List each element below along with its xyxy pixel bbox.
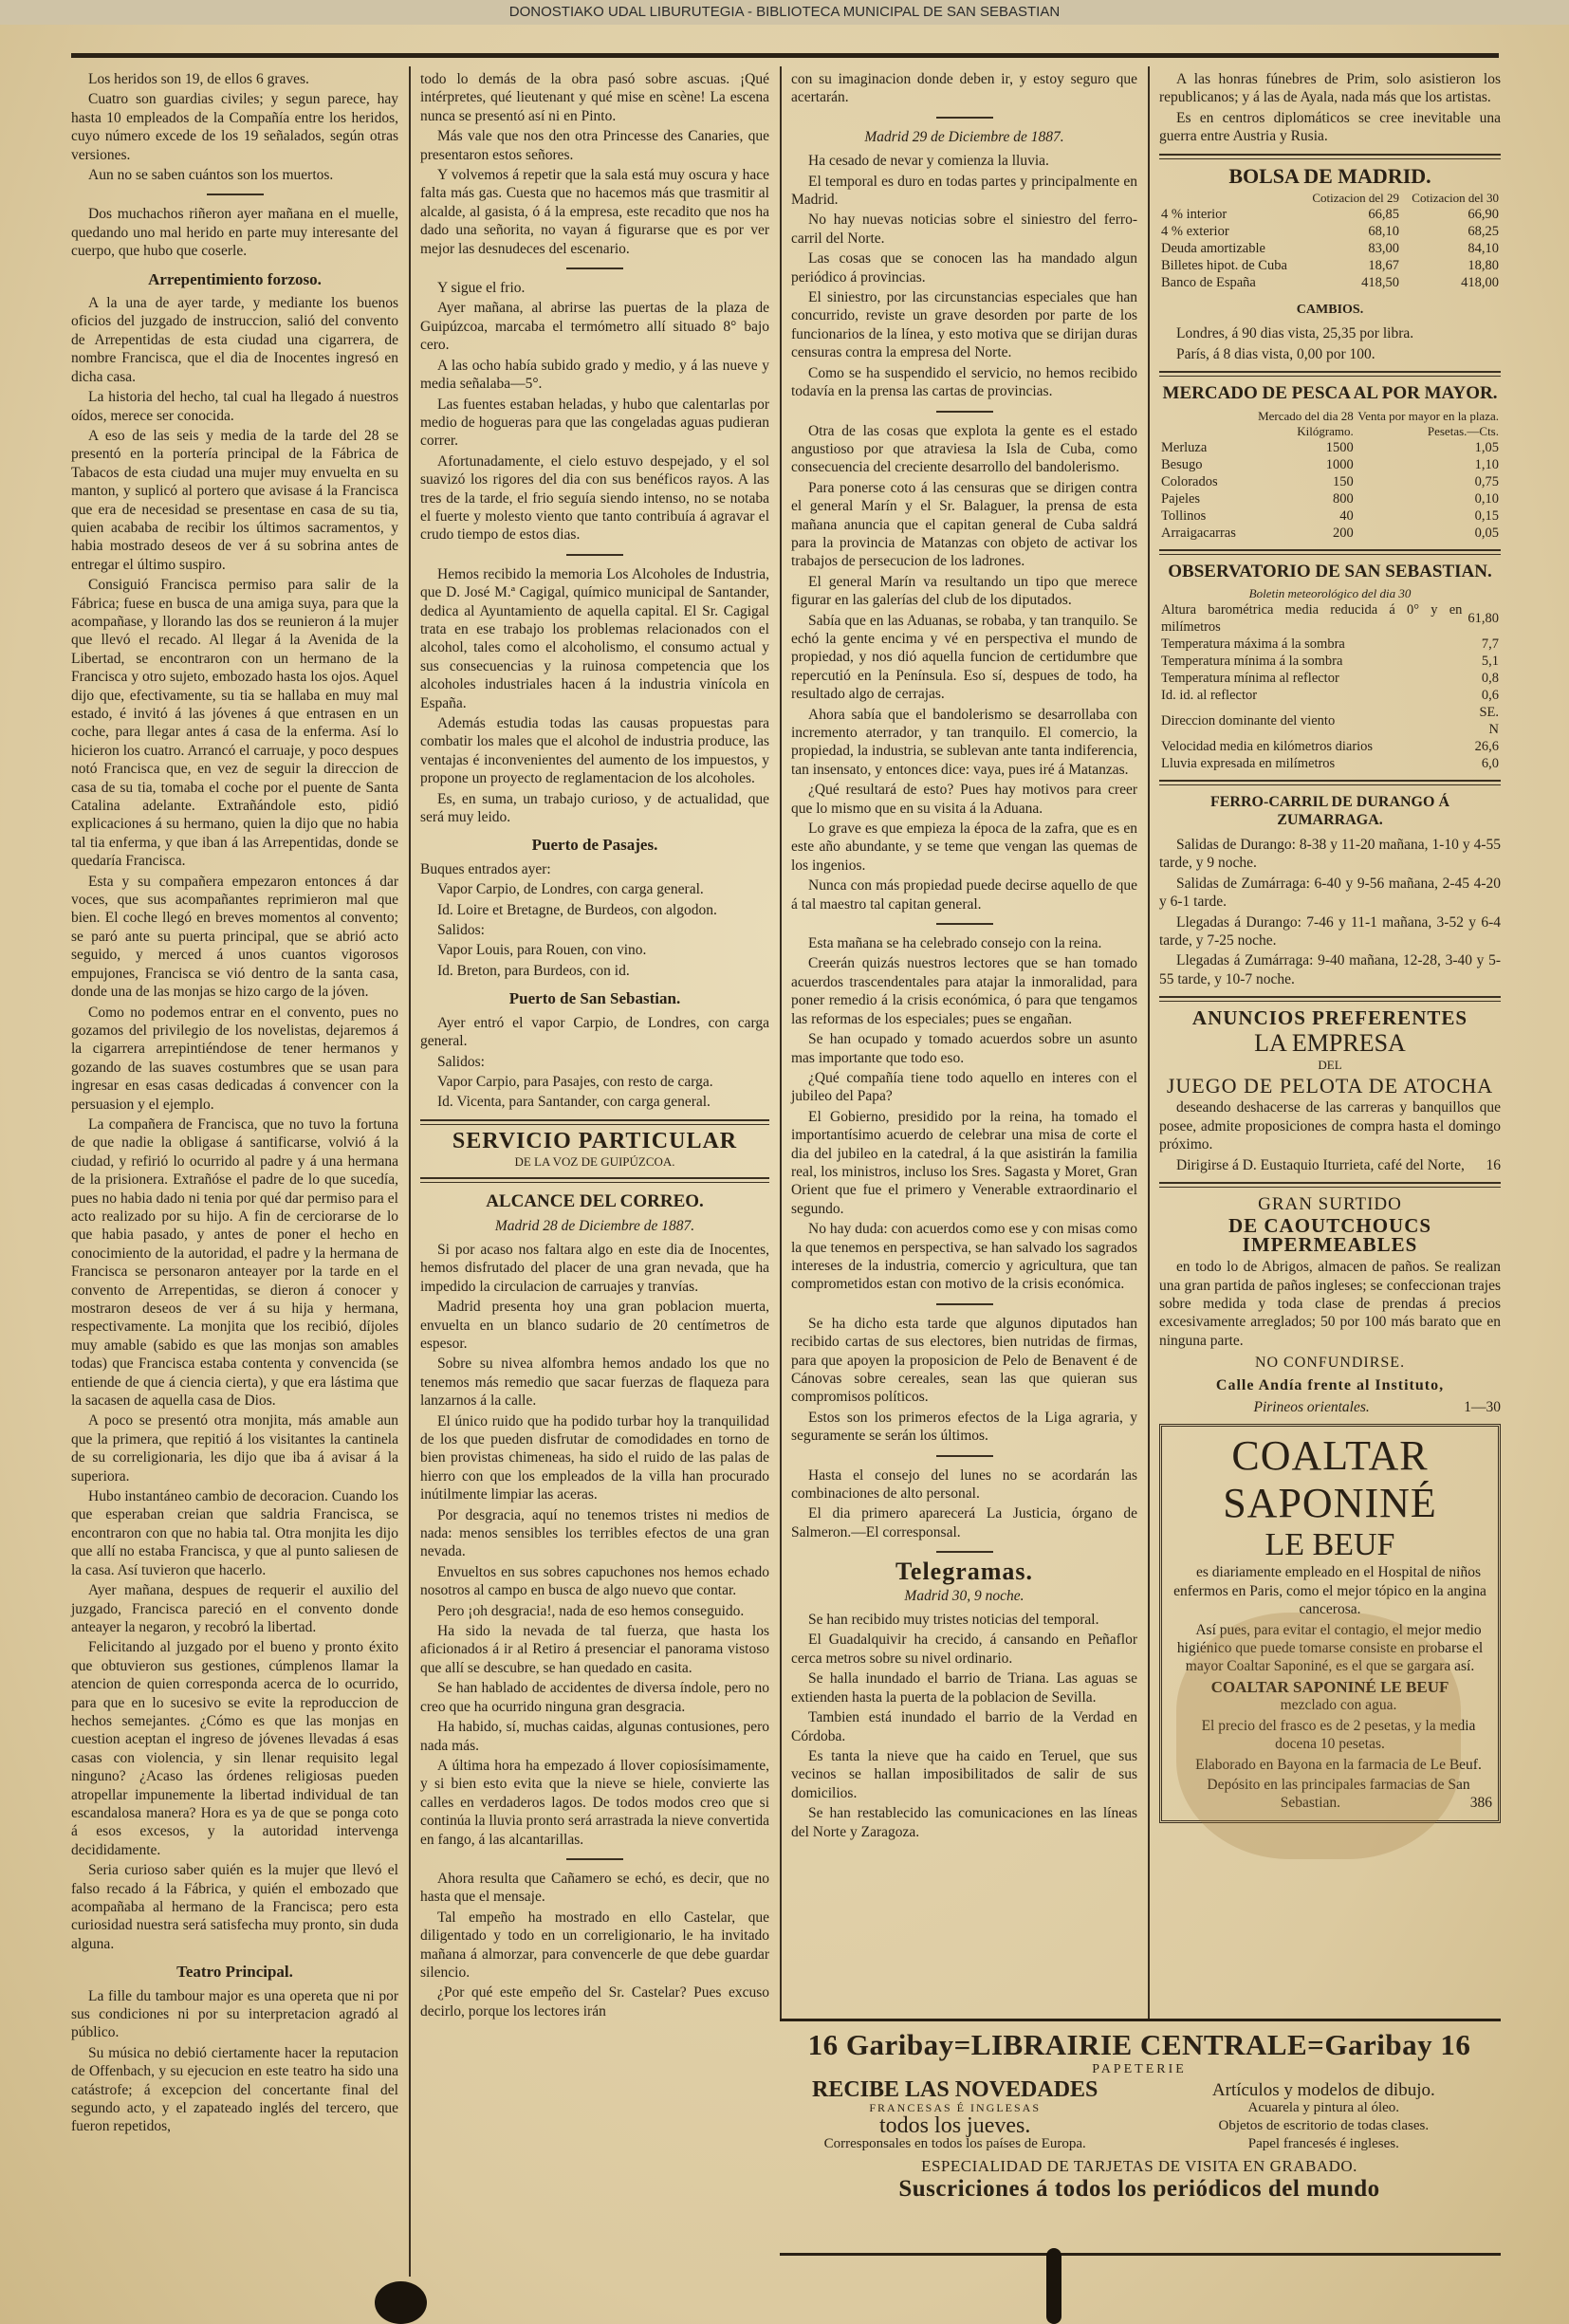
paragraph: Se han restablecido las comunicaciones en las líneas del Norte y Zaragoza. (791, 1805, 1137, 1840)
paragraph: Su música no debió ciertamente hacer la reputacion de Offenbach, y su ejecucion en este teatro ha sido una catástrofe; á excepcion del concertante final del segundo acto, y el zapateado inglés del tercero, que fueron repetidos, (71, 2044, 398, 2135)
paragraph: Sabía que en las Aduanas, se robaba, y tan tranquilo. Se echó la gente encima y vé en perspectiva el mundo de propiedad, y nos dió aquella funcion de certidumbre que repercutió en la Península. Eso sí, despues de todo, ha resultado algo de cerrajas. (791, 612, 1137, 703)
paragraph: Es, en suma, un trabajo curioso, y de actualidad, que será muy leido. (420, 790, 769, 826)
paragraph: A poco se presentó otra monjita, más amable aun que la primera, que repitió á los visitantes la cantinela de su correligionaria, les dijo que iba á avisar á la superiora. (71, 1412, 398, 1485)
double-rule (1159, 1182, 1501, 1188)
separator (936, 1455, 993, 1457)
paragraph: Además estudia todas las causas propuestas para combatir los males que el alcohol de industria produce, las ventajas é inconvenientes del aumento de los impuestos, y propone un proyecto de reglamentacion de los alcoholes. (420, 715, 769, 787)
paragraph: ¿Por qué este empeño del Sr. Castelar? Pues excuso decirlo, porque los lectores irán (420, 1984, 769, 2020)
paragraph: Envueltos en sus sobres capuchones nos hemos echado nosotros al campo en busca de algo nuevo que contar. (420, 1563, 769, 1599)
paragraph: Felicitando al juzgado por el bueno y pronto éxito que obtuvieron sus gestiones, cúmplenos llamar la atencion de quien corresponda acerca de lo ocurrido, para que en lo sucesivo se evite la reproduccion de hechos semejantes. ¿Cómo es que las monjas en cuestion aceptan el ingreso de jóvenes llevadas á esas casas con violencia, y sin llenar requisito legal ninguno? ¿Acaso las órdenes religiosas pueden atropellar impunemente la libertad individual de tan escandalosa manera? Hora es ya de que se ponga coto á esos excesos, y la autoridad intervenga decididamente. (71, 1639, 398, 1858)
row-value: 26,6 (1474, 739, 1499, 755)
paragraph (1159, 1156, 1501, 1174)
row-value: 1,10 (1474, 456, 1499, 472)
ad-text: FRANCESAS É INGLESAS (869, 2101, 1042, 2114)
paragraph: Se han recibido muy tristes noticias del temporal. (808, 1612, 1099, 1629)
ad-text: Depósito en las principales farmacias de San Sebastian. (1207, 1776, 1470, 1812)
paragraph: Como se ha suspendido el servicio, no hemos recibido todavía en la prensa las cartas de provincias. (791, 364, 1137, 400)
paragraph: Esta y su compañera empezaron entonces á dar voces, que sus acompañantes reprimieron mal que bien. El coche llegó en breves momentos al convento; se paró ante su puerta principal, que se abrió acto seguido, y merced á unos cuantos vigorosos empujones, Francisca se vió dentro de la santa casa, donde una de las monjas se hizo cargo de la jóven. (71, 873, 398, 1001)
section-heading: CAMBIOS. (1296, 303, 1364, 318)
row-value: 84,10 (1467, 241, 1499, 257)
row-value: 0,05 (1474, 525, 1499, 541)
paragraph: A eso de las seis y media de la tarde del 28 se presentó en la portería principal de la Fábrica de Tabacos de esta ciudad una mujer muy envuelta en su manton, y suplicó al portero que avisase á la Francisca que era de necesidad se presentase en casa de su tia, quien acababa de recibir los últimos sacramentos, y habia mostrado deseos de ver á su sobrina antes de entregar el último suspiro. (71, 427, 398, 573)
paragraph: París, á 8 dias vista, 0,00 por 100. (1176, 345, 1375, 362)
observatorio-title: OBSERVATORIO DE SAN SEBASTIAN. (1168, 561, 1492, 581)
paragraph: Hubo instantáneo cambio de decoracion. Cuando los que esperaban creian que saldria Francisca, se encontraron con que no habia tal. Otra monjita les dijo que allí no estaba Francisca, y que al punto saliesen de la casa. Así tuvieron que hacerlo. (71, 1488, 398, 1578)
row-value: 6,0 (1481, 756, 1499, 772)
paragraph: Como no podemos entrar en el convento, pues no gozamos del privilegio de los novelistas, dejaremos á la cigarrera arrepintiéndose de tener hermanos y gozando de las suaves costumbres que se usan para ingresar en esas casas dedicadas á convencer con la persuasion y el ejemplo. (71, 1004, 398, 1113)
ad-text: Objetos de escritorio de todas clases. (1218, 2118, 1430, 2133)
paragraph: La compañera de Francisca, que no tuvo la fortuna de que nadie la obligase á santificarse, volvió á la ciudad, y refirió lo ocurrido al padre y á una hermana de la prisionera. Extrañóse el padre de lo que sucedía, pues no habia dado ni tenia por qué dar permiso para el acto realizado por su hijo. A fin de cerciorarse de lo que habia pasado, y antes de poner el hecho en conocimiento de la autoridad, el padre y la hermana de Francisca se personaron anteayer por la tarde en el convento de Arrepentidas, se dieron á conocer y mostraron deseos de ver á su hija y hermana, respectivamente. La monjita que los recibió, díjoles muy amable (sabido es que las monjas son amables todas) que Francisca estaba contenta y convencida (se entiende de que á ciencia cierta), y que era lástima que la sacasen de aquella casa de Dios. (71, 1116, 398, 1410)
row-label: Id. id. al reflector (1161, 688, 1258, 704)
paragraph: Salidas de Zumárraga: 6-40 y 9-56 mañana, 2-45 4-20 y 6-1 tarde. (1159, 875, 1501, 911)
ad-right (1147, 2081, 1501, 2153)
row-value: 7,7 (1481, 636, 1499, 653)
paragraph: No hay nuevas noticias sobre el siniestro del ferro-carril del Norte. (791, 212, 1137, 247)
ad-title: Suscriciones á todos los periódicos del mundo (898, 2176, 1380, 2202)
ad-heading: DEL (1318, 1057, 1342, 1072)
ad-text: Artículos y modelos de dibujo. (1211, 2080, 1435, 2100)
row-label: Temperatura máxima á la sombra (1161, 636, 1345, 653)
paragraph: mezclado con agua. (1280, 1697, 1397, 1714)
paragraph: A las honras fúnebres de Prim, solo asistieron los republicanos; y á las de Ayala, nada más que los artistas. (1159, 71, 1501, 106)
row-label: Temperatura mínima á la sombra (1161, 654, 1343, 670)
paragraph: ¿Qué compañía tiene todo aquello en interes con el jubileo del Papa? (791, 1069, 1137, 1105)
table-row (1159, 206, 1501, 223)
paragraph: ¿Qué resultará de esto? Pues hay motivos para creer que lo mismo que en su visita á la Aduana. (791, 782, 1137, 817)
paragraph: Nunca con más propiedad puede decirse aquello de que á tal maestro tal capitan general. (791, 877, 1137, 913)
ink-mark (1046, 2248, 1061, 2324)
double-rule (1159, 996, 1501, 1002)
row-value: 40 (1339, 507, 1354, 524)
paragraph: Buques entrados ayer: (420, 860, 551, 877)
row-label: Direccion dominante del viento (1161, 713, 1336, 729)
double-rule (1159, 371, 1501, 377)
row-label: 4 % exterior (1161, 224, 1229, 240)
column-header: Cotizacion del 30 (1412, 191, 1499, 206)
row-label: Banco de España (1161, 275, 1256, 291)
paragraph: A última hora ha empezado á llover copiosísimamente, y si bien esto evita que la nieve se hiele, convierte las calles en verdaderos lagos. De todos modos creo que si continúa la lluvia pronto será arrastrada la nieve convertida en fango, á las alcantarillas. (420, 1757, 769, 1848)
paragraph: Salidos: (437, 1053, 485, 1070)
paragraph: El precio del frasco es de 2 pesetas, y la media docena 10 pesetas. (1201, 1717, 1476, 1753)
paper-stain (1176, 1613, 1461, 1859)
service-title: SERVICIO PARTICULAR (452, 1128, 738, 1153)
paragraph: El dia primero aparecerá La Justicia, órgano de Salmeron.—El corresponsal. (791, 1505, 1137, 1540)
paragraph (1159, 1398, 1501, 1416)
ad-number: 1—30 (1464, 1399, 1501, 1416)
ad-text: Acuarela y pintura al óleo. (1247, 2100, 1400, 2115)
observatorio-table (1159, 601, 1501, 772)
paragraph: Estos son los primeros efectos de la Liga agraria, y seguramente se serán los últimos. (791, 1409, 1137, 1445)
table-row (1159, 223, 1501, 240)
row-label: Colorados (1161, 473, 1218, 489)
paragraph: es diariamente empleado en el Hospital de niños enfermos en Paris, como el mejor tópico en la angina cancerosa. (1173, 1564, 1486, 1618)
paragraph: La historia del hecho, tal cual ha llegado á nuestros oídos, merece ser conocida. (71, 389, 398, 424)
paragraph: Tambien está inundado el barrio de la Verdad en Córdoba. (791, 1709, 1137, 1744)
paragraph: Ahora sabía que el bandolerismo se desarrollaba con incremento aterrador, y tan tranquilo. El comercio, la propiedad, la industria, se sublevan ante tanta indiferencia, tan insensato, y entonces dice: vaya, pues iré á Matanzas. (791, 706, 1137, 778)
row-value: 150 (1333, 473, 1354, 489)
row-value: 83,00 (1368, 241, 1400, 257)
paragraph: Vapor Carpio, de Londres, con carga general. (437, 881, 704, 898)
paragraph: Londres, á 90 dias vista, 25,35 por libra. (1176, 325, 1414, 342)
row-label: Pajeles (1161, 490, 1201, 507)
separator (207, 194, 264, 195)
paragraph: Id. Loire et Bretagne, de Burdeos, con algodon. (437, 901, 717, 918)
row-label: Lluvia expresada en milímetros (1161, 756, 1336, 772)
paragraph: Llegadas á Durango: 7-46 y 11-1 mañana, 3-52 y 6-4 tarde, y 7-25 noche. (1159, 913, 1501, 949)
table-row (1159, 490, 1501, 507)
paragraph: A la una de ayer tarde, y mediante los buenos oficios del juzgado de instruccion, salió del convento de Arrepentidas de esta ciudad una cigarrera, de nombre Francisca, que el dia de Inocentes ingresó en dicha casa. (71, 295, 398, 385)
paragraph: Seria curioso saber quién es la mujer que llevó el falso recado á la Fábrica, y quién el embozado que acompañaba al hermano de la Francisca; pero esta curiosidad nuestra será satisfecha muy pronto, sin duda alguna. (71, 1862, 398, 1952)
table-row (1159, 240, 1501, 257)
anuncios-title: ANUNCIOS PREFERENTES (1191, 1006, 1468, 1030)
double-rule (1159, 549, 1501, 555)
row-value: 18,67 (1368, 258, 1400, 274)
ad-heading: JUEGO DE PELOTA DE ATOCHA (1166, 1073, 1494, 1097)
table-header (1159, 191, 1501, 206)
separator (936, 1303, 993, 1305)
table-row (1159, 456, 1501, 473)
paragraph: en todo lo de Abrigos, almacen de paños. Se realizan una gran partida de paños ingleses; se confeccionan trajes sobre medida y toda clase de prendas á precios excesivamente arreglados; 50 por 100 más barato que en ninguna parte. (1159, 1259, 1501, 1349)
row-value: 0,75 (1474, 473, 1499, 489)
paragraph: Ayer mañana, al abrirse las puertas de la plaza de Guipúzcoa, marcaba el termómetro allí situado 8° bajo cero. (420, 300, 769, 354)
paragraph: El siniestro, por las circunstancias especiales que han concurrido, reviste un grave desorden por parte de los funcionarios de la línea, y esto motiva que se dirijan duras censuras contra la empresa del Norte. (791, 289, 1137, 361)
paragraph: Creerán quizás nuestros lectores que se han tomado acuerdos trascendentales para atajar la inmoralidad, para poner remedio á la crisis económica, ó para que tengamos las reformas de los especiales; pues se engañan. (791, 955, 1137, 1027)
table-row (1159, 704, 1501, 738)
paragraph: Se halla inundado el barrio de Triana. Las aguas se extienden hasta la puerta de la poblacion de Sevilla. (791, 1670, 1137, 1706)
ad-columns (778, 2077, 1501, 2153)
section-heading: Puerto de Pasajes. (531, 836, 658, 855)
paragraph: Id. Breton, para Burdeos, con id. (437, 962, 630, 979)
row-label: Velocidad media en kilómetros diarios (1161, 739, 1374, 755)
row-value: 5,1 (1481, 654, 1499, 670)
paragraph: Ha cesado de nevar y comienza la lluvia. (808, 153, 1049, 170)
paragraph: Por desgracia, aquí no tenemos tristes ni medios de nada: menos sensibles los terribles efectos de una gran nevada. (420, 1506, 769, 1560)
ink-blot (375, 2281, 427, 2324)
row-label: Arraigacarras (1161, 525, 1236, 541)
dateline: Madrid 28 de Diciembre de 1887. (494, 1217, 695, 1234)
paragraph: El Guadalquivir ha crecido, á cansando en Peñaflor cerca metros sobre su nivel ordinario. (791, 1632, 1137, 1667)
row-label: Tollinos (1161, 507, 1207, 524)
ad-number: 386 (1469, 1795, 1492, 1812)
paragraph: Más vale que nos den otra Princesse des Canaries, que presentaron estos señores. (420, 128, 769, 163)
ad-text: Corresponsales en todos los países de Europa. (823, 2136, 1086, 2151)
section-heading: Arrepentimiento forzoso. (148, 269, 322, 288)
paragraph: No hay duda: con acuerdos como ese y con misas como la que tenemos en perspectiva, se han salvado los sagrados intereses de la industria, comercio y agricultura, que tan comprometidos estan con motivo de la crisis económica. (791, 1221, 1137, 1293)
paragraph: Ayer entró el vapor Carpio, de Londres, con carga general. (420, 1014, 769, 1050)
row-value: 1000 (1325, 456, 1354, 472)
paragraph: A las ocho había subido grado y medio, y á las nueve y media señalaba—5°. (420, 357, 769, 393)
row-value: SE. N (1479, 705, 1499, 738)
table-row (1159, 755, 1501, 772)
separator (936, 411, 993, 413)
paragraph: Tal empeño ha mostrado en ello Castelar, que diligentado y todo en un correligionario, le ha invitado mañana á almorzar, para convencerle de que debe guardar silencio. (420, 1909, 769, 1981)
bolsa-table (1159, 191, 1501, 291)
table-row (1159, 636, 1501, 653)
paragraph: El único ruido que ha podido turbar hoy la tranquilidad de los que pueden disfrutar de comodidades en torno de bien provistas chimeneas, ha sido el ruido de las palas de hierro con que los empleados de la villa han procurado inútilmente limpiar las aceras. (420, 1412, 769, 1503)
ad-text: Pirineos orientales. (1253, 1399, 1370, 1416)
ad-text: ESPECIALIDAD DE TARJETAS DE VISITA EN GRABADO. (921, 2157, 1357, 2175)
table-row (1159, 257, 1501, 274)
paragraph: Se han hablado de accidentes de diversa índole, pero no creo que ha ocurrido ninguna gran desgracia. (420, 1680, 769, 1715)
row-value: 200 (1333, 525, 1354, 541)
ad-title: LE BEUF (1264, 1527, 1395, 1563)
double-rule (1159, 780, 1501, 785)
paragraph: Consiguió Francisca permiso para salir de la Fábrica; fuese en busca de una amiga suya, para que la acompañase, y llorando las dos se reunieron á la mujer que llevó el recado. Al llegar á la Avenida de la Libertad, se encontraron con un hermano de la Francisca y otro sujeto, embozado hasta los ojos. Aquel dijo que, efectivamente, su tia se hallaba en muy mal estado, é invitó á las jóvenes á que entrasen en un coche, para llegar antes á casa de la enferma. Así lo hicieron los cuatro. Arrancó el carruaje, y poco despues notó Francisca que, en vez de seguir la direccion de casa de su tia, tomaba el coche por el puente de Santa Catalina adelante. Extrañándole esto, pidió explicaciones á su hermano, quien la dijo que no habia tal tia enferma, y que iban á las Arrepentidas, donde se quedaría Francisca. (71, 577, 398, 870)
column-rule (1148, 66, 1150, 2020)
table-row (1159, 738, 1501, 755)
paragraph: Sobre su nivea alfombra hemos andado los que no tenemos más remedio que sacar fuerzas de flaqueza para lanzarnos á la calle. (420, 1356, 769, 1410)
table-row (1159, 473, 1501, 490)
ad-heading: GRAN SURTIDO (1258, 1193, 1402, 1214)
column-rule (780, 66, 782, 2020)
paragraph: Para ponerse coto á las censuras que se dirigen contra el general Marín y el Sr. Balaguer, la prensa de esta mañana anuncia que el capitan general de Cuba saldrá para la provincia de Matanzas con objeto de activar los trabajos de persecucion de los ladrones. (791, 479, 1137, 570)
separator (566, 554, 623, 556)
paragraph: Ayer mañana, despues de requerir el auxilio del juzgado, Francisca pareció en el convento donde anteayer la negaron, y recobró la libertad. (71, 1582, 398, 1635)
paragraph: Los heridos son 19, de ellos 6 graves. (88, 71, 309, 87)
paragraph: Vapor Louis, para Rouen, con vino. (437, 942, 647, 959)
column-3 (791, 70, 1137, 1996)
ad-title: COALTAR SAPONINÉ (1223, 1432, 1437, 1527)
paragraph: Hasta el consejo del lunes no se acordarán las combinaciones de alto personal. (791, 1466, 1137, 1503)
separator (566, 1858, 623, 1860)
row-value: 0,10 (1474, 490, 1499, 507)
column-header: Venta por mayor en la plaza. Pesetas.—Cts. (1357, 408, 1499, 438)
ad-subtitle: PAPETERIE (1092, 2062, 1187, 2076)
row-value: 61,80 (1467, 611, 1499, 627)
ad-heading: DE CAOUTCHOUCS IMPERMEABLES (1228, 1214, 1432, 1256)
paragraph: Ha habido, sí, muchas caidas, algunas contusiones, pero nada más. (420, 1719, 769, 1754)
ad-heading: LA EMPRESA (1254, 1028, 1406, 1057)
paragraph: Aun no se saben cuántos son los muertos. (88, 167, 334, 184)
paragraph: Es en centros diplomáticos se cree inevitable una guerra entre Austria y Rusia. (1159, 109, 1501, 145)
paragraph: todo lo demás de la obra pasó sobre ascuas. ¡Qué intérpretes, qué lieutenant y qué mise en scène! La escena nunca se presentó así ni en Pinto. (420, 71, 769, 124)
paragraph: Y volvemos á repetir que la sala está muy oscura y hace falta más gas. Cuesta que no hacemos más que trasmitir al alcalde, al gasista, ó á la empresa, este recadito que nos ha dado una señorita, no vayan á figurarse que es por ver mejor las desnudeces del escenario. (420, 167, 769, 257)
section-heading: Puerto de San Sebastian. (508, 989, 681, 1008)
paragraph: Salidos: (437, 922, 485, 939)
row-label: Merluza (1161, 439, 1208, 455)
bolsa-title: BOLSA DE MADRID. (1228, 163, 1431, 188)
ad-top-rule (780, 2019, 1501, 2021)
separator (566, 267, 623, 269)
paragraph: deseando deshacerse de las carreras y banquillos que posee, admite proposiciones de compra hasta el domingo próximo. (1159, 1099, 1501, 1153)
paragraph: Esta mañana se ha celebrado consejo con la reina. (808, 935, 1102, 952)
table-header (1159, 409, 1501, 439)
top-rule (71, 53, 1499, 58)
table-row (1159, 274, 1501, 291)
ad-left (778, 2077, 1132, 2153)
row-label: Altura barométrica media reducida á 0° y en milímetros (1161, 602, 1463, 636)
paragraph: Pero ¡oh desgracia!, nada de eso hemos conseguido. (437, 1602, 745, 1619)
paragraph: Ha sido la nevada de tal fuerza, que hasta los aficionados á ir al Retiro á presenciar el panorama vistoso que allí se descubre, se han quedado en casita. (420, 1623, 769, 1676)
row-label: Deuda amortizable (1161, 241, 1265, 257)
section-heading: ALCANCE DEL CORREO. (486, 1191, 704, 1212)
column-header: Mercado del dia 28 Kilógramo. (1258, 408, 1354, 438)
paragraph: Vapor Carpio, para Pasajes, con resto de carga. (437, 1073, 713, 1090)
row-label: Temperatura mínima al reflector (1161, 671, 1339, 687)
paragraph: El general Marín va resultando un tipo que merece figurar en las galerías del club de los diputados. (791, 573, 1137, 609)
paragraph: Llegadas á Zumárraga: 9-40 mañana, 12-28, 3-40 y 5-55 tarde, y 10-7 noche. (1159, 952, 1501, 987)
double-rule (420, 1177, 769, 1183)
paragraph: Y sigue el frio. (437, 280, 526, 297)
section-heading: Teatro Principal. (176, 1963, 293, 1982)
mercado-table (1159, 409, 1501, 542)
row-value: 68,25 (1467, 224, 1499, 240)
telegrams-title: Telegramas. (895, 1558, 1034, 1586)
ad-heading: NO CONFUNDIRSE. (1254, 1355, 1406, 1372)
ad-number: 16 (1486, 1156, 1501, 1173)
paragraph: Hemos recibido la memoria Los Alcoholes de Industria, que D. José M.ª Cagigal, químico municipal de Santander, dedica al Ayuntamiento de aquella capital. El Sr. Cagigal trata en ese trabajo los problemas relacionados con el alcohol, tales como el alcoholismo, el consumo actual y sus consecuencias y la ruinosa competencia que los alcoholes industriales hacen á la industria vinícola en España. (420, 565, 769, 711)
separator (936, 923, 993, 925)
row-label: 4 % interior (1161, 207, 1228, 223)
table-row (1159, 670, 1501, 687)
separator (936, 117, 993, 119)
paragraph: El Gobierno, presidido por la reina, ha tomado el importantísimo acuerdo de celebrar una misa de corte el dia del jubileo en la catedral, á la que asistirán la familia real, los ministros, incluso los Sres. Sagasta y Moret, Gran Orient que fue el primero y Venerable extraordinario el segundo. (791, 1108, 1137, 1217)
double-rule (1159, 154, 1501, 159)
ad-heading: Calle Andía frente al Instituto, (1215, 1376, 1445, 1393)
paragraph: Se ha dicho esta tarde que algunos diputados han recibido cartas de sus electores, bien nutridas de firmas, para que apoyen la proposicion de Pelo de Benavent é de Cánovas sobre cereales, sean las que quieran sus compromisos políticos. (791, 1315, 1137, 1406)
row-value: 0,6 (1481, 688, 1499, 704)
dateline: Madrid 30, 9 noche. (904, 1587, 1024, 1604)
librairie-ad (778, 2028, 1501, 2203)
paragraph: Ahora resulta que Cañamero se echó, es decir, que no hasta que el mensaje. (420, 1870, 769, 1906)
table-row (1159, 653, 1501, 670)
column-rule (409, 66, 411, 2277)
paragraph: Id. Vicenta, para Santander, con carga general. (437, 1094, 711, 1111)
paragraph: Afortunadamente, el cielo estuvo despejado, y el sol suavizó los rigores del dia con sus benéficos rayos. A las tres de la tarde, el frio seguía siendo intenso, no se notaba el fuerte y molesto viento que tanto contribuía á agravar el crudo tiempo de estos dias. (420, 452, 769, 544)
row-value: 418,50 (1361, 275, 1400, 291)
paragraph: Elaborado en Bayona en la farmacia de Le Beuf. (1195, 1756, 1482, 1773)
ad-text: Dirigirse á D. Eustaquio Iturrieta, café del Norte, (1176, 1156, 1465, 1173)
row-value: 0,8 (1481, 671, 1499, 687)
ad-heading: todos los jueves. (879, 2113, 1031, 2138)
column-1 (71, 70, 398, 2252)
paragraph: Es tanta la nieve que ha caido en Teruel, que sus vecinos se hallan imposibilitados de salir de sus domicilios. (791, 1747, 1137, 1801)
row-value: 66,90 (1467, 207, 1499, 223)
table-row (1159, 525, 1501, 542)
double-rule (420, 1119, 769, 1125)
paragraph: Así pues, para evitar el contagio, el mejor medio higiénico que puede tomarse consiste en probarse el mayor Coaltar Saponiné, es el que se gargara así. (1176, 1621, 1484, 1675)
row-value: 1500 (1325, 439, 1354, 455)
table-row (1159, 687, 1501, 704)
ad-title: 16 Garibay=LIBRAIRIE CENTRALE=Garibay 16 (807, 2028, 1471, 2061)
table-row (1159, 507, 1501, 525)
row-value: 418,00 (1461, 275, 1499, 291)
row-value: 68,10 (1368, 224, 1400, 240)
dateline: Madrid 29 de Diciembre de 1887. (864, 128, 1064, 145)
paragraph: Las cosas que se conocen las ha mandado algun periódico á provincias. (791, 250, 1137, 286)
separator (936, 1551, 993, 1553)
paragraph: Dos muchachos riñeron ayer mañana en el muelle, quedando uno mal herido en parte muy interesante del cuerpo, que hubo que coserle. (71, 206, 398, 260)
ferrocarril-title: FERRO-CARRIL DE DURANGO Á ZUMARRAGA. (1209, 794, 1449, 829)
ad-heading: COALTAR SAPONINÉ LE BEUF (1210, 1677, 1449, 1696)
ad-bottom-rule (780, 2253, 1501, 2256)
paragraph: La fille du tambour major es una opereta que ni por sus condiciones ni por su interpretacion agradó al público. (71, 1987, 398, 2041)
row-value: 1,05 (1474, 439, 1499, 455)
paragraph: Las fuentes estaban heladas, y hubo que calentarlas por medio de hogueras para que las congeladas aguas pudieran correr. (420, 396, 769, 450)
column-2 (420, 70, 769, 2020)
column-header: Cotizacion del 29 (1312, 191, 1400, 206)
row-value: 800 (1333, 490, 1354, 507)
paragraph: Si por acaso nos faltara algo en este dia de Inocentes, hemos disfrutado del placer de una gran nevada, que ha impedido la circulacion de carruajes y tranvías. (420, 1241, 769, 1295)
archive-header: DONOSTIAKO UDAL LIBURUTEGIA - BIBLIOTECA MUNICIPAL DE SAN SEBASTIAN (0, 0, 1569, 25)
paragraph: Cuatro son guardias civiles; y segun parece, hay hasta 10 empleados de la Compañía entre los heridos, cuyo número excede de los 19 señalados, según otras versiones. (71, 91, 398, 163)
paragraph: Salidas de Durango: 8-38 y 11-20 mañana, 1-10 y 4-55 tarde, y 9 noche. (1159, 836, 1501, 872)
paragraph: Se han ocupado y tomado acuerdos sobre un asunto mas importante que todo eso. (791, 1031, 1137, 1066)
ad-text: Papel francesés é ingleses. (1247, 2136, 1399, 2151)
paragraph: con su imaginacion donde deben ir, y estoy seguro que acertarán. (791, 71, 1137, 106)
row-label: Besugo (1161, 456, 1203, 472)
row-label: Billetes hipot. de Cuba (1161, 258, 1287, 274)
row-value: 0,15 (1474, 507, 1499, 524)
table-row (1159, 601, 1501, 636)
row-value: 18,80 (1467, 258, 1499, 274)
mercado-title: MERCADO DE PESCA AL POR MAYOR. (1162, 383, 1498, 404)
ad-heading: RECIBE LAS NOVEDADES (811, 2077, 1098, 2102)
paragraph: Madrid presenta hoy una gran poblacion muerta, envuelta en un blanco sudario de 20 centímetros de espesor. (420, 1299, 769, 1352)
paragraph: Lo grave es que empieza la época de la zafra, que es en este año abundante, y se teme que vengan las quemas de los ingenios. (791, 821, 1137, 874)
service-subtitle: DE LA VOZ DE GUIPÚZCOA. (514, 1154, 675, 1170)
paragraph: Otra de las cosas que explota la gente es el estado angustioso por que atraviesa la Isla de Cuba, como consecuencia del creciente desarrollo del bandolerismo. (791, 422, 1137, 476)
observatorio-subtitle: Boletin meteorológico del dia 30 (1248, 586, 1412, 601)
table-row (1159, 439, 1501, 456)
row-value: 66,85 (1368, 207, 1400, 223)
paragraph: El temporal es duro en todas partes y principalmente en Madrid. (791, 173, 1137, 209)
